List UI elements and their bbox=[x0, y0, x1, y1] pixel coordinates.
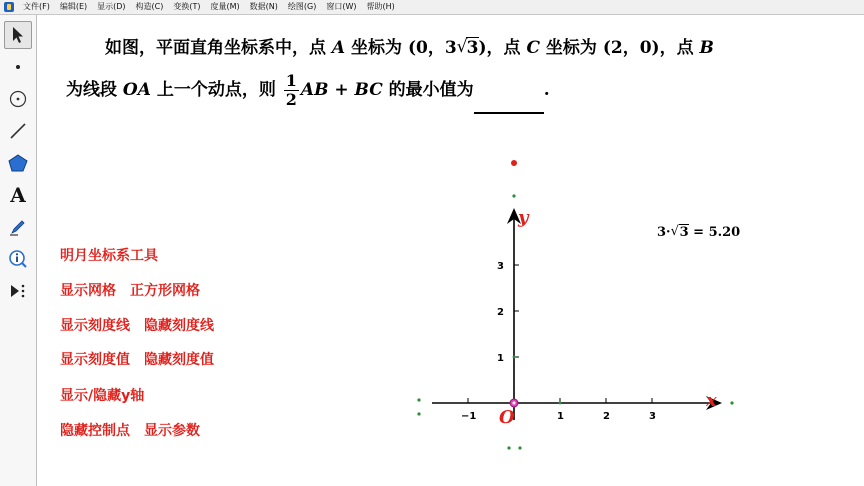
hide-tick-lines-button[interactable]: 隐藏刻度线 bbox=[144, 318, 214, 334]
radicand: 3 bbox=[466, 38, 479, 58]
menu-construct[interactable]: 构造(C) bbox=[135, 2, 164, 11]
control-point[interactable] bbox=[730, 401, 733, 404]
hide-tick-values-button[interactable]: 隐藏刻度值 bbox=[144, 352, 214, 368]
sqrt-expression: √ 3 bbox=[456, 37, 479, 58]
control-point[interactable] bbox=[507, 446, 510, 449]
y-tick-label: 1 bbox=[497, 353, 504, 364]
menu-measure[interactable]: 度量(M) bbox=[210, 2, 240, 11]
control-point[interactable] bbox=[417, 398, 420, 401]
menu-file[interactable]: 文件(F) bbox=[23, 2, 50, 11]
point-a-label: A bbox=[331, 38, 346, 58]
radicand: 3 bbox=[679, 225, 689, 240]
control-point[interactable] bbox=[512, 194, 515, 197]
segment-oa-label: OA bbox=[122, 80, 151, 100]
origin-point-center bbox=[513, 402, 516, 405]
coordinate-tool-button[interactable]: 明月坐标系工具 bbox=[60, 248, 158, 264]
fraction-denominator: 2 bbox=[285, 90, 297, 109]
x-tick-label: 3 bbox=[649, 411, 656, 422]
problem-text: 坐标为 (0，3 bbox=[345, 38, 457, 58]
point-a[interactable] bbox=[511, 160, 517, 166]
menu-data[interactable]: 数据(N) bbox=[249, 2, 278, 11]
x-tick-label: −1 bbox=[461, 411, 477, 422]
menu-display[interactable]: 显示(D) bbox=[97, 2, 126, 11]
y-axis-label: y bbox=[518, 207, 529, 228]
problem-text: 坐标为 (2，0)，点 bbox=[540, 38, 700, 58]
problem-text: 的最小值为 bbox=[382, 80, 474, 100]
control-point[interactable] bbox=[518, 446, 521, 449]
problem-text: 如图，平面直角坐标系中，点 bbox=[105, 38, 332, 58]
menu-transform[interactable]: 变换(T) bbox=[173, 2, 201, 11]
control-point[interactable] bbox=[417, 412, 420, 415]
point-b-label: B bbox=[699, 38, 714, 58]
x-tick-label: 2 bbox=[603, 411, 610, 422]
hide-control-points-button[interactable]: 隐藏控制点 bbox=[60, 423, 130, 439]
y-tick-label: 3 bbox=[497, 261, 504, 272]
y-tick-label: 2 bbox=[497, 307, 504, 318]
show-tick-lines-button[interactable]: 显示刻度线 bbox=[60, 318, 130, 334]
point-c-label: C bbox=[526, 38, 541, 58]
measurement-prefix: 3· bbox=[657, 225, 671, 240]
menu-window[interactable]: 窗口(W) bbox=[326, 2, 357, 11]
x-axis-label: x bbox=[706, 390, 717, 411]
unit-point[interactable] bbox=[513, 356, 516, 359]
fraction-numerator: 1 bbox=[285, 71, 297, 90]
text-a-icon: A bbox=[10, 183, 26, 207]
problem-text: . bbox=[543, 80, 550, 100]
x-tick-label: 1 bbox=[557, 411, 564, 422]
show-tick-values-button[interactable]: 显示刻度值 bbox=[60, 352, 130, 368]
measurement-result: = 5.20 bbox=[688, 225, 741, 240]
problem-text: 上一个动点，则 bbox=[150, 80, 282, 100]
square-grid-button[interactable]: 正方形网格 bbox=[130, 283, 200, 299]
show-parameters-button[interactable]: 显示参数 bbox=[144, 423, 200, 439]
sqrt-expression: √ 3 bbox=[670, 224, 689, 240]
menu-graph[interactable]: 绘图(G) bbox=[287, 2, 317, 11]
menu-help[interactable]: 帮助(H) bbox=[366, 2, 395, 11]
unit-point[interactable] bbox=[559, 402, 562, 405]
show-grid-button[interactable]: 显示网格 bbox=[60, 283, 116, 299]
origin-label: O bbox=[499, 407, 515, 428]
problem-text: )，点 bbox=[478, 38, 527, 58]
menu-edit[interactable]: 编辑(E) bbox=[59, 2, 88, 11]
toggle-y-axis-button[interactable]: 显示/隐藏y轴 bbox=[60, 388, 145, 404]
problem-text: 为线段 bbox=[66, 80, 123, 100]
expression-ab-bc: AB + BC bbox=[300, 80, 383, 100]
